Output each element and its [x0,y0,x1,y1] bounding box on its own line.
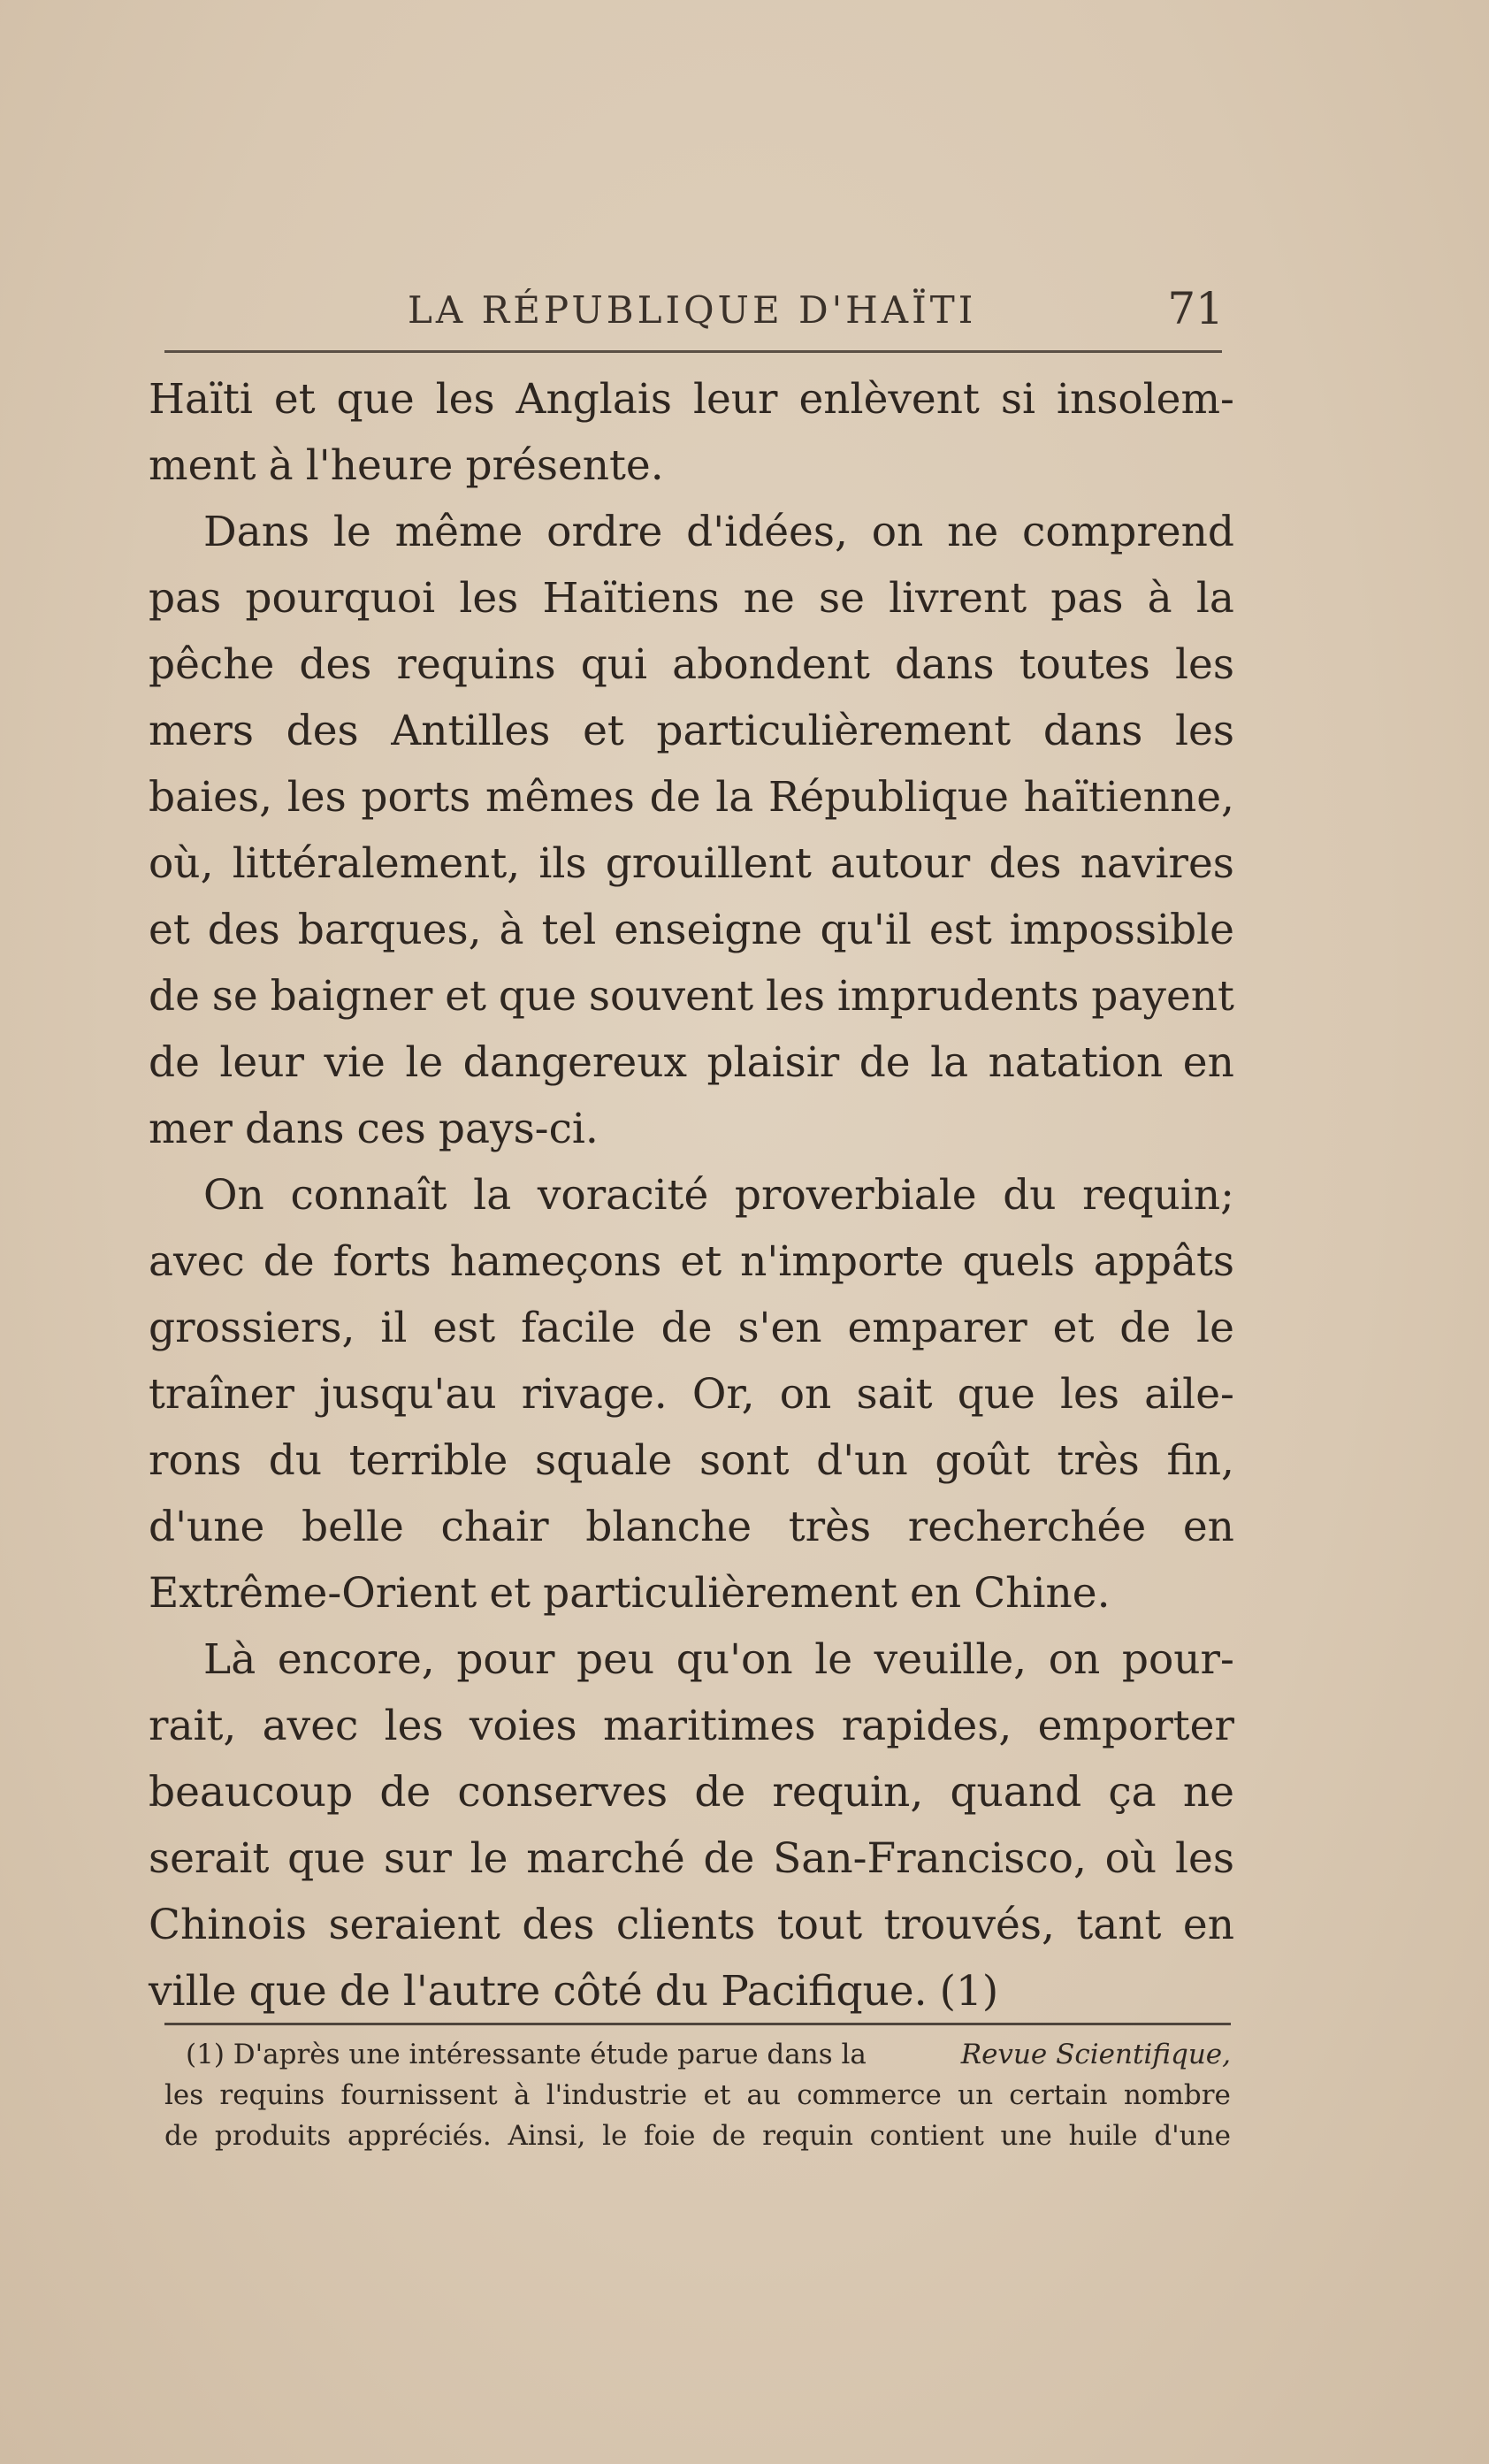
text-line: de leur vie le dangereux plaisir de la natation en [149,1038,1234,1087]
page-number: 71 [1167,283,1224,334]
text-line: pêche des requins qui abondent dans toutes les [149,640,1234,689]
text-line: pas pourquoi les Haïtiens ne se livrent pas à la [149,574,1234,623]
text-line: Extrême-Orient et particulièrement en Chine. [149,1569,1111,1618]
text-line: Là encore, pour peu qu'on le veuille, on pour- [203,1635,1234,1684]
text-line: et des barques, à tel enseigne qu'il est impossible [149,906,1234,954]
text-line: d'une belle chair blanche très recherchée en [149,1503,1234,1551]
text-line: ville que de l'autre côté du Pacifique. (1) [149,1967,999,2016]
footnote-line: les requins fournissent à l'industrie et au commerce un certain nombre [164,2079,1231,2111]
text-line: Dans le même ordre d'idées, on ne comprend [203,508,1234,556]
text-line: où, littéralement, ils grouillent autour des navires [149,839,1234,888]
text-line: de se baigner et que souvent les imprudents payent [149,972,1234,1021]
text-line: grossiers, il est facile de s'en emparer et de le [149,1304,1234,1352]
header-rule [164,350,1222,353]
text-line: Haïti et que les Anglais leur enlèvent si insolem- [149,375,1234,424]
footnote-line [164,2034,1231,2075]
running-head [147,283,1224,341]
text-line: On connaît la voracité proverbiale du requin; [203,1171,1234,1220]
footnote-line: de produits appréciés. Ainsi, le foie de requin contient une huile d'une [164,2120,1231,2152]
text-line: beaucoup de conserves de requin, quand ça ne [149,1768,1234,1817]
text-line: baies, les ports mêmes de la République haïtienne, [149,773,1234,822]
running-title: LA RÉPUBLIQUE D'HAÏTI [408,288,977,332]
footnote-journal-title: Revue Scientifique, [960,2039,1231,2070]
text-line: Chinois seraient des clients tout trouvés, tant en [149,1901,1234,1949]
footnote [164,2034,1231,2156]
footnote-text: (1) D'après une intéressante étude parue dans la [186,2039,867,2070]
text-line: ment à l'heure présente. [149,441,664,490]
text-line: traîner jusqu'au rivage. Or, on sait que les aile- [149,1370,1234,1419]
text-line: rons du terrible squale sont d'un goût très fin, [149,1436,1234,1485]
text-line: serait que sur le marché de San-Francisco, où les [149,1834,1234,1883]
text-line: avec de forts hameçons et n'importe quels appâts [149,1237,1234,1286]
text-line: mers des Antilles et particulièrement dans les [149,707,1234,755]
footnote-rule [164,2023,1231,2025]
text-line: mer dans ces pays-ci. [149,1105,599,1153]
text-line: rait, avec les voies maritimes rapides, emporter [149,1702,1234,1750]
body-text [149,366,1234,2024]
